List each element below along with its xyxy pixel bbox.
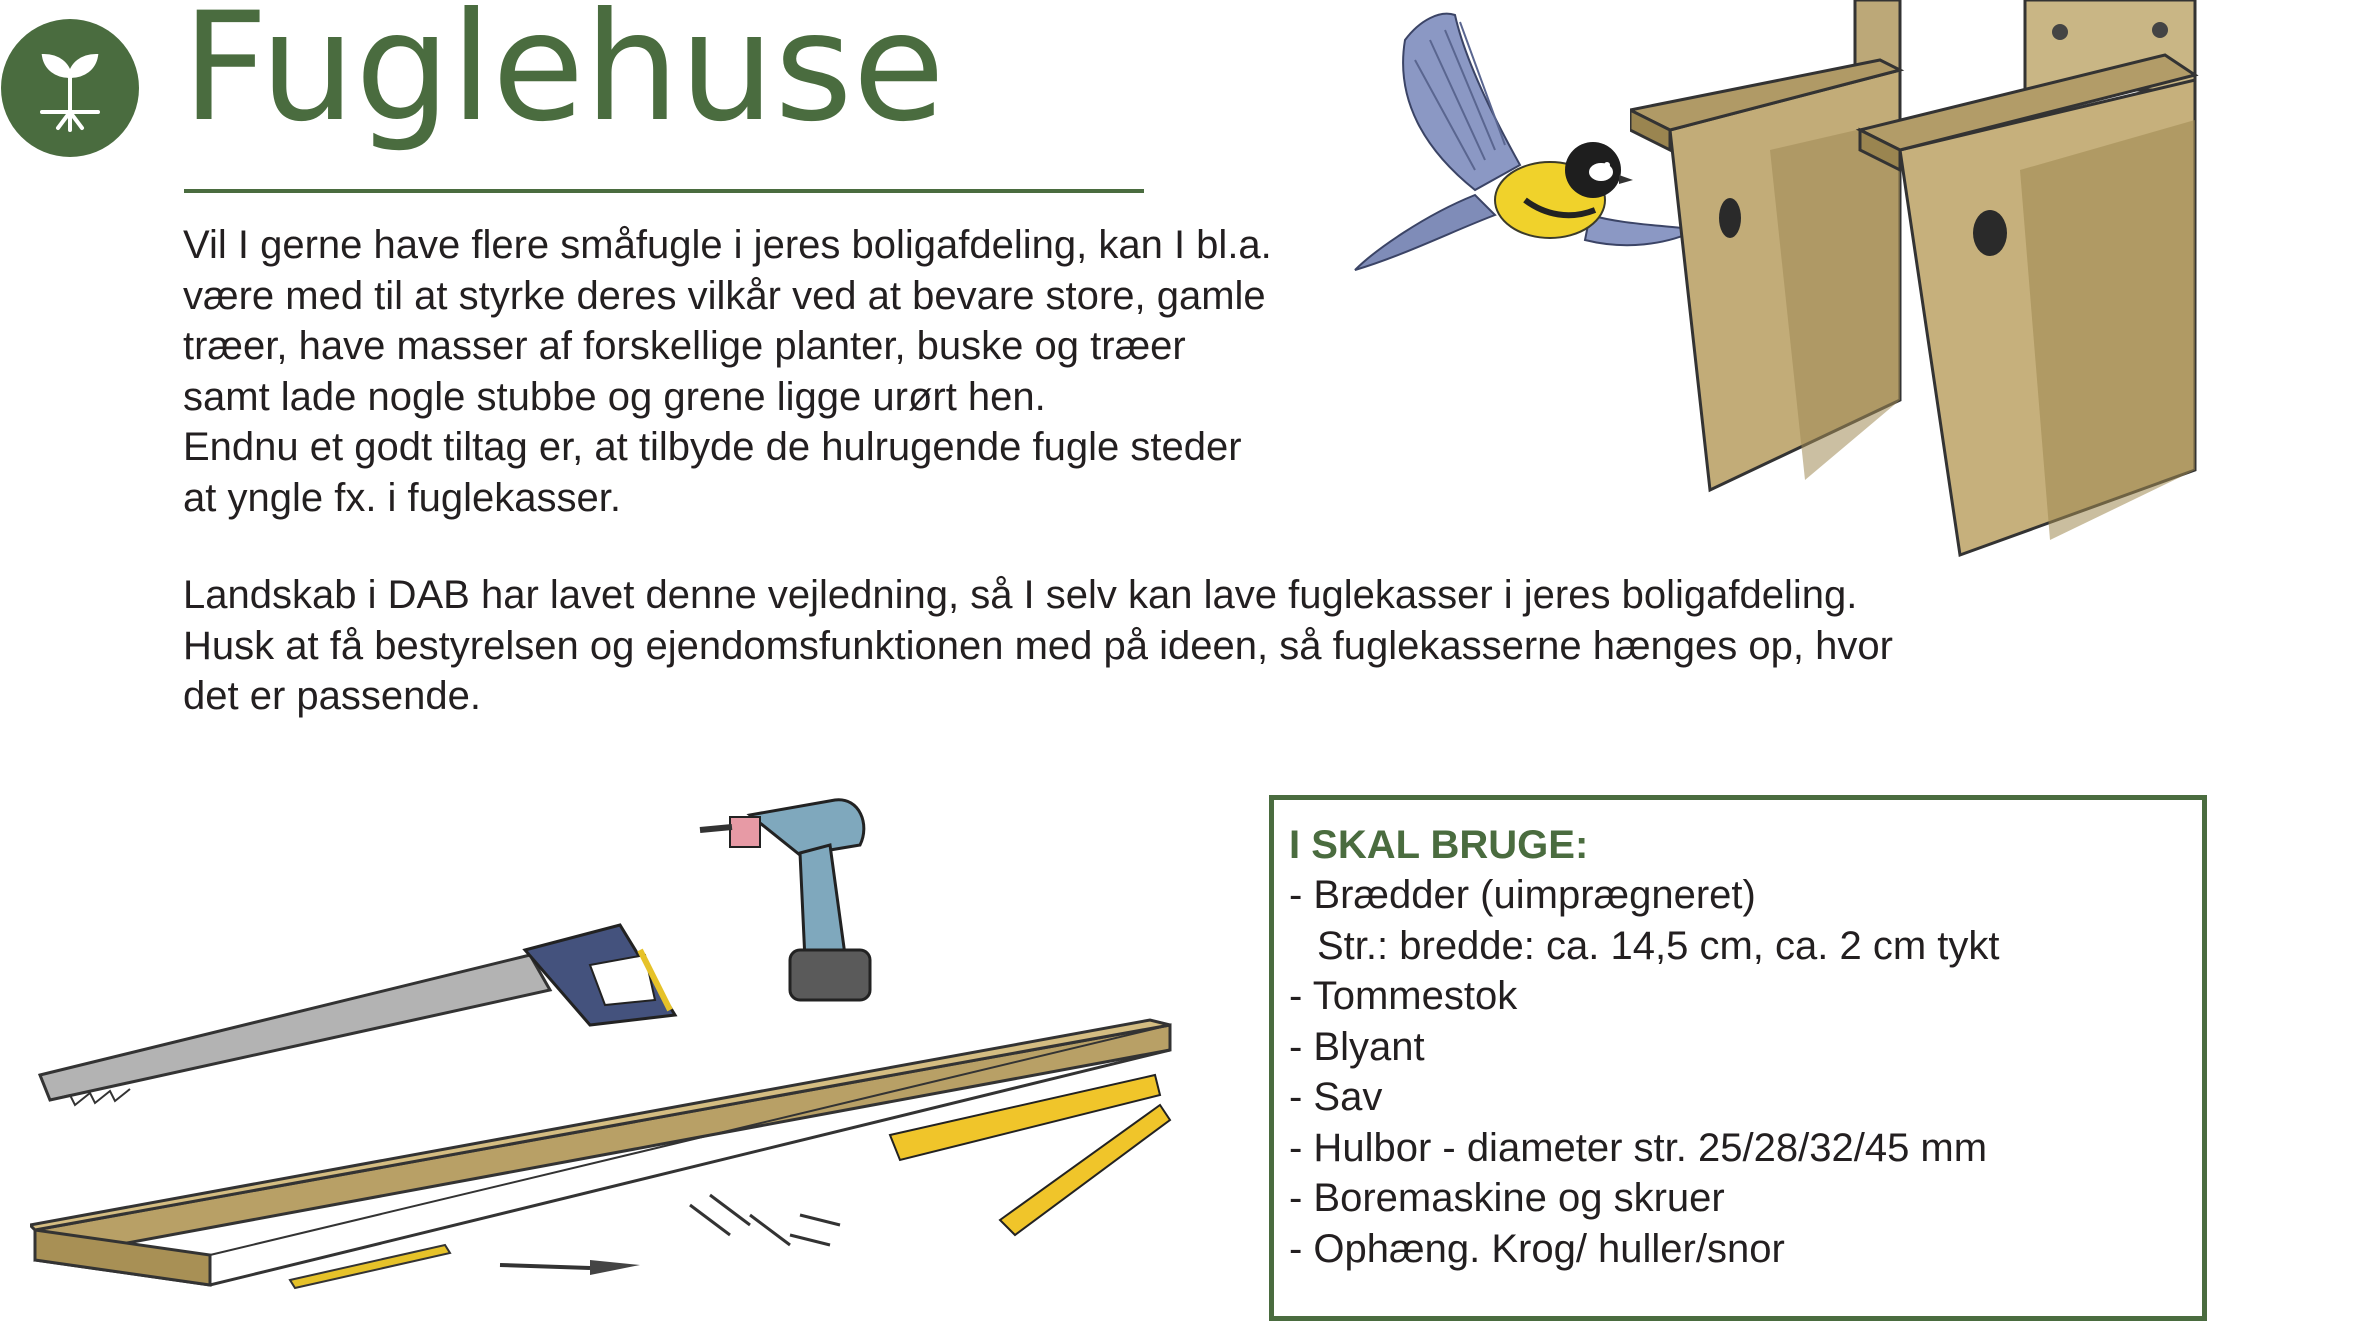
intro-line: Vil I gerne have flere småfugle i jeres boligafdeling, kan I bl.a. — [183, 223, 1272, 267]
list-item: - Hulbor - diameter str. 25/28/32/45 mm — [1289, 1125, 1988, 1170]
intro-paragraph — [183, 220, 1383, 523]
materials-heading: I SKAL BRUGE: — [1289, 823, 1589, 867]
guide-line: Landskab i DAB har lavet denne vejledning, så I selv kan lave fuglekasser i jeres boligafdeling. — [183, 573, 1858, 617]
list-item: - Boremaskine og skruer — [1289, 1176, 1725, 1220]
list-item: Str.: bredde: ca. 14,5 cm, ca. 2 cm tykt — [1317, 923, 2000, 968]
intro-line: at yngle fx. i fuglekasser. — [183, 475, 622, 520]
list-item: - Ophæng. Krog/ huller/snor — [1289, 1226, 1785, 1271]
intro-line: Endnu et godt tiltag er, at tilbyde de hulrugende fugle steder — [183, 425, 1242, 469]
list-item: - Brædder (uimprægneret) — [1289, 873, 1756, 917]
title-divider — [184, 189, 1144, 193]
list-item: - Blyant — [1289, 1024, 1425, 1069]
birdhouses-illustration — [1630, 0, 2220, 560]
list-item: - Tommestok — [1289, 974, 1518, 1018]
intro-line: være med til at styrke deres vilkår ved at bevare store, gamle — [183, 273, 1266, 318]
guide-paragraph — [183, 570, 2083, 722]
guide-line: Husk at få bestyrelsen og ejendomsfunktionen med på ideen, så fuglekasserne hænges op, hvor — [183, 623, 1893, 668]
guide-line: det er passende. — [183, 674, 481, 718]
intro-line: træer, have masser af forskellige planter, buske og træer — [183, 324, 1186, 368]
intro-line: samt lade nogle stubbe og grene ligge urørt hen. — [183, 374, 1046, 419]
materials-list — [1289, 870, 2000, 1274]
tools-illustration — [30, 775, 1210, 1330]
page-title: Fuglehuse — [182, 0, 945, 155]
list-item: - Sav — [1289, 1075, 1383, 1119]
sprout-icon — [0, 18, 140, 158]
materials-box — [1269, 795, 2207, 1321]
